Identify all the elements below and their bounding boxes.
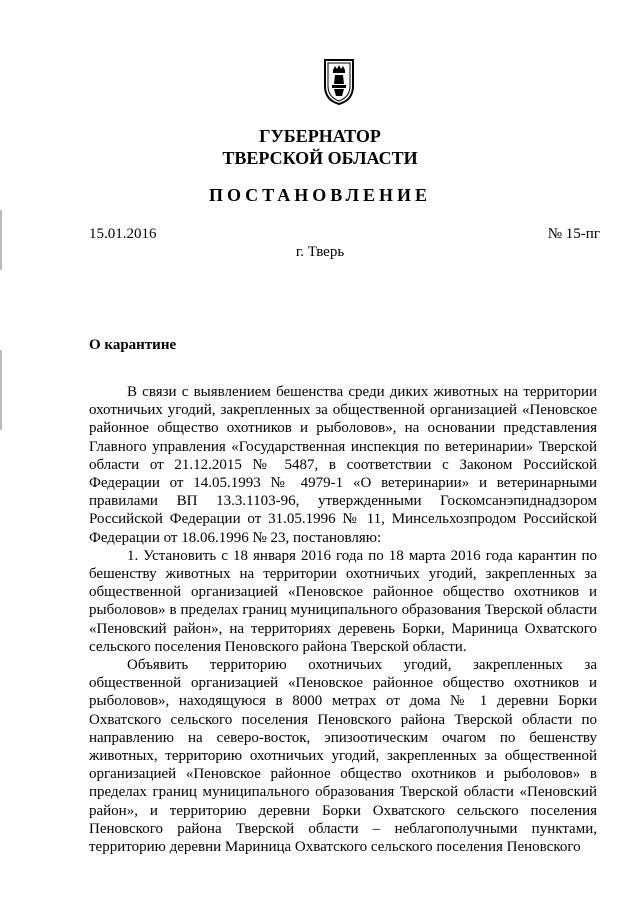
document-body xyxy=(89,383,597,856)
scan-edge-mark xyxy=(0,210,2,270)
body-paragraph-declaration: Объявить территорию охотничьих угодий, закрепленных за общественной организацией «Пеновское районное общество охотников и рыболовов», находящуюся в 8000 метрах от дома № 1 деревни Борки Охватского сельского поселения Пеновского района Тверской области по направлению на северо-восток, эпизоотическим очагом по бешенству животных, территорию охотничьих угодий, закрепленных за общественной организацией «Пеновское районное общество охотников и рыболовов» в пределах границ муниципального образования Тверской области «Пеновский район», и территорию деревни Борки Охватского сельского поселения Пеновского района Тверской области – неблагополучными пунктами, территорию деревни Мариница Охватского сельского поселения Пеновского xyxy=(89,657,597,856)
document-subject: О карантине xyxy=(89,337,177,353)
coat-of-arms-emblem xyxy=(322,58,356,106)
body-paragraph-item-1: 1. Установить с 18 января 2016 года по 18 марта 2016 года карантин по бешенству животных на территории охотничьих угодий, закрепленных за общественной организацией «Пеновское районное общество охотников и рыболовов» в пределах границ муниципального образования Тверской области «Пеновский район», на территориях деревень Борки, Мариница Охватского сельского поселения Пеновского района Тверской области. xyxy=(89,547,597,655)
document-type: ПОСТАНОВЛЕНИЕ xyxy=(208,185,432,205)
document-date: 15.01.2016 xyxy=(89,226,157,242)
document-number: № 15-пг xyxy=(547,226,600,242)
document-city: г. Тверь xyxy=(295,244,345,260)
issuer-region: ТВЕРСКОЙ ОБЛАСТИ xyxy=(222,148,418,168)
body-paragraph-preamble: В связи с выявлением бешенства среди диких животных на территории охотничьих угодий, закрепленных за общественной организацией «Пеновское районное общество охотников и рыболовов», на основании представления Главного управления «Государственная инспекция по ветеринарии» Тверской области от 21.12.2015 № 5487, в соответствии с Законом Российской Федерации от 14.05.1993 № 4979-1 «О ветеринарии» и ветеринарными правилами ВП 13.3.1103-96, утвержденными Госкомсанэпиднадзором Российской Федерации от 31.05.1996 № 11, Минсельхозпродом Российской Федерации от 18.06.1996 № 23, постановляю: xyxy=(89,384,597,546)
issuer-title: ГУБЕРНАТОР xyxy=(259,126,381,146)
scan-edge-mark xyxy=(0,350,2,430)
